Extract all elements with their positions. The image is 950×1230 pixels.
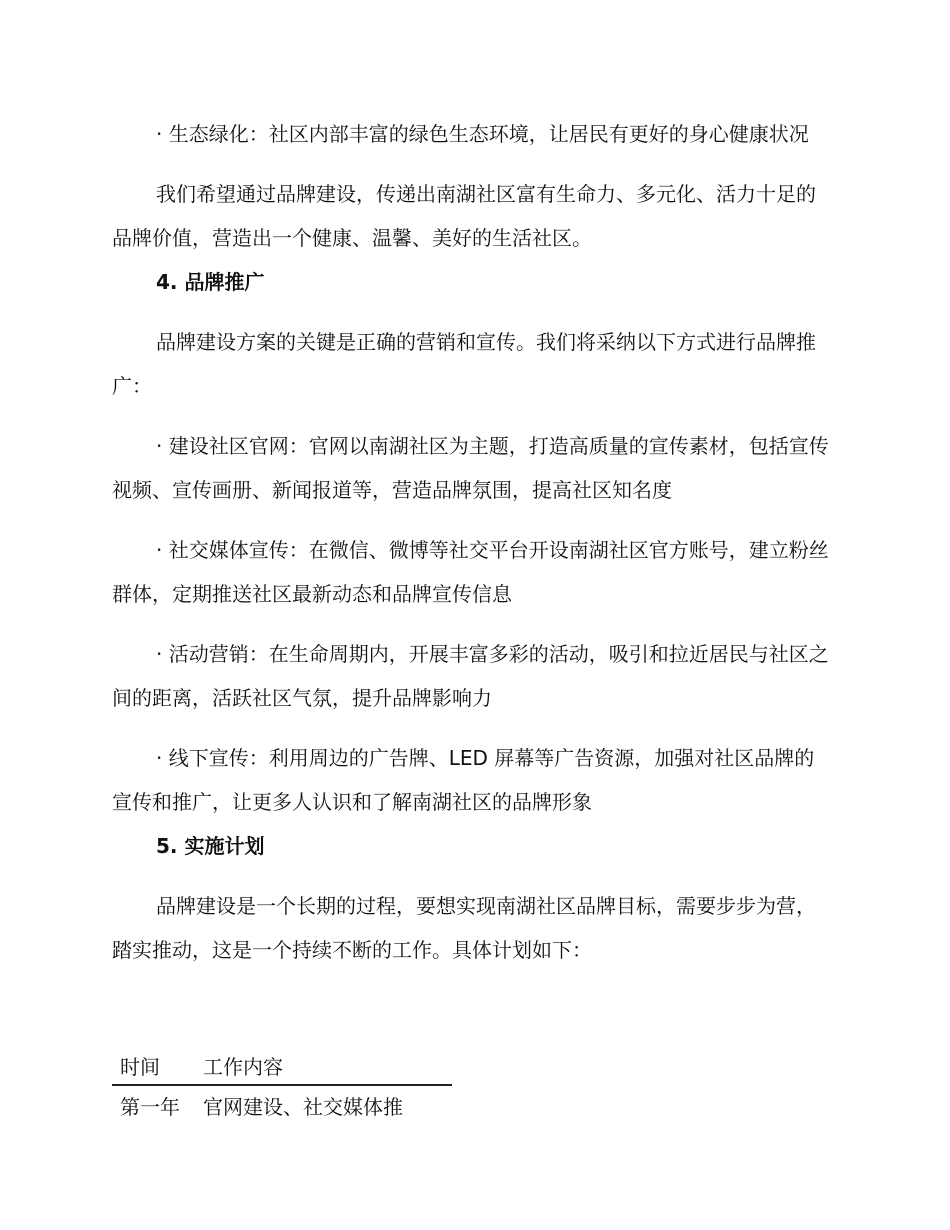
table-header-time: 时间 [120, 1054, 160, 1079]
bullet-ecology: · 生态绿化：社区内部丰富的绿色生态环境，让居民有更好的身心健康状况 [156, 122, 809, 146]
table-cell-work: 官网建设、社交媒体推 [203, 1094, 403, 1119]
bullet-website: · 建设社区官网：官网以南湖社区为主题，打造高质量的宣传素材，包括宣传视频、宣传画册、新闻报道等，营造品牌氛围，提高社区知名度 [112, 434, 829, 502]
table-cell-time: 第一年 [120, 1094, 180, 1119]
table-row [112, 1086, 452, 1124]
table-header-work: 工作内容 [203, 1054, 283, 1079]
paragraph-plan-intro: 品牌建设是一个长期的过程，要想实现南湖社区品牌目标，需要步步为营，踏实推动，这是一个持续不断的工作。具体计划如下： [112, 894, 816, 962]
plan-table [112, 1046, 452, 1124]
bullet-offline-promotion: · 线下宣传：利用周边的广告牌、LED 屏幕等广告资源，加强对社区品牌的宣传和推广，让更多人认识和了解南湖社区的品牌形象 [112, 746, 815, 814]
bullet-event-marketing: · 活动营销：在生命周期内，开展丰富多彩的活动，吸引和拉近居民与社区之间的距离，活跃社区气氛，提升品牌影响力 [112, 642, 829, 710]
paragraph-brand-value: 我们希望通过品牌建设，传递出南湖社区富有生命力、多元化、活力十足的品牌价值，营造出一个健康、温馨、美好的生活社区。 [112, 182, 816, 250]
section-heading-plan: 5. 实施计划 [156, 834, 265, 858]
document-body [112, 112, 830, 972]
paragraph-promotion-intro: 品牌建设方案的关键是正确的营销和宣传。我们将采纳以下方式进行品牌推广： [112, 330, 816, 398]
section-heading-promotion: 4. 品牌推广 [156, 270, 265, 294]
table-header-row [112, 1046, 452, 1086]
bullet-social-media: · 社交媒体宣传：在微信、微博等社交平台开设南湖社区官方账号，建立粉丝群体，定期推送社区最新动态和品牌宣传信息 [112, 538, 829, 606]
